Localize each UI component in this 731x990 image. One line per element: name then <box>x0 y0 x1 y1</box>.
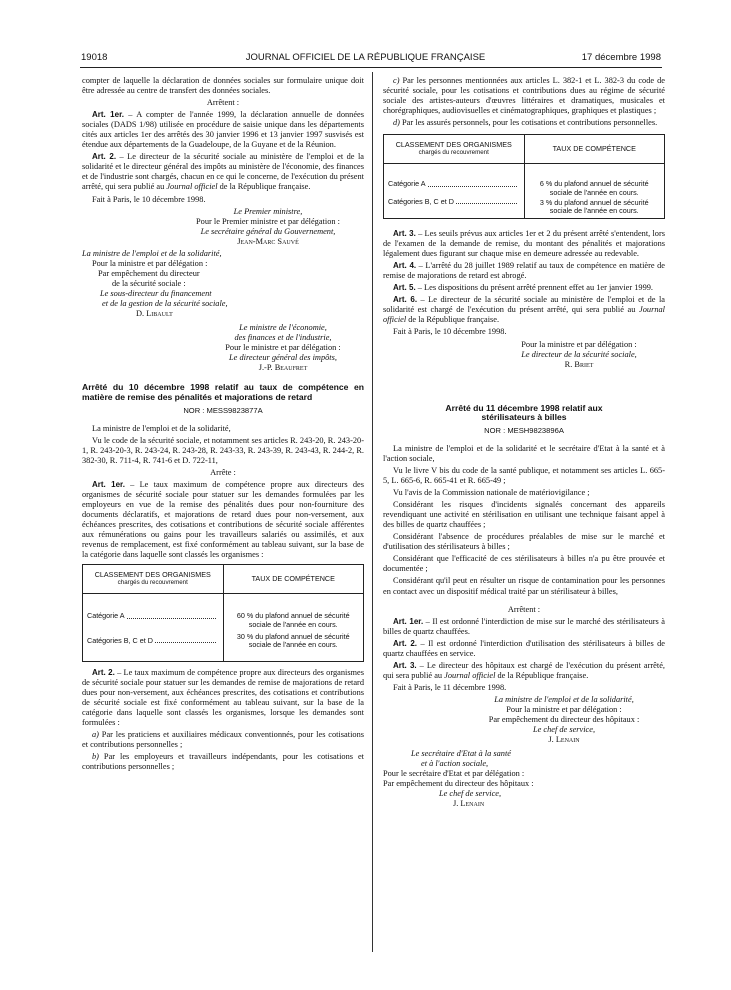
column-divider <box>372 72 373 952</box>
signature-line: et de la gestion de la sécurité sociale, <box>102 298 228 308</box>
article-4 <box>383 261 665 281</box>
competence-table <box>82 564 364 662</box>
considerant: Considérant que l'efficacité de ces stérilisateurs à billes n'a pu être prouvée et documentée ; <box>383 554 665 574</box>
list-marker: c) <box>393 76 400 85</box>
signature-line: Par empêchement du directeur des hôpitaux : <box>383 779 534 789</box>
rate-value: 6 % du plafond annuel de sécurité sociale de l'année en cours. <box>539 179 649 197</box>
article-label: Art. 4. <box>393 261 417 271</box>
signature-line: Pour la ministre et par délégation : <box>506 704 622 714</box>
article-label: Art. 2. <box>393 638 418 648</box>
table-header-row <box>384 135 665 164</box>
signature-line: et à l'action sociale, <box>421 759 489 769</box>
rate-value: 30 % du plafond annuel de sécurité sociale de l'année en cours. <box>236 631 350 650</box>
list-item <box>383 118 665 128</box>
table-row <box>384 164 665 219</box>
table-cell <box>384 164 525 219</box>
list-marker: a) <box>92 730 99 740</box>
column-header: TAUX DE COMPÉTENCE <box>524 135 665 164</box>
article-2 <box>82 668 364 728</box>
decree-title: Arrêté du 10 décembre 1998 relatif au taux de compétence en matière de remise des pénalités et majorations de retard <box>82 382 364 402</box>
table-row <box>83 594 364 662</box>
article-1 <box>82 480 364 560</box>
competence-table <box>383 134 665 219</box>
category-label: Catégorie A <box>388 179 426 189</box>
category-label: Catégorie A <box>87 611 125 621</box>
article-1 <box>383 617 665 637</box>
signature-line: Par empêchement du directeur <box>98 268 200 278</box>
article-text: – Le taux maximum de compétence propre aux directeurs des organismes de sécurité sociale pour statuer sur les demandes de remise de majorations de retard dues pour non-versement, aux échéances prescrites, des cotisations et contributions de sécurité sociale est fixé conformément au tableau suivant, sur la base de la catégorie dans laquelle sont classés les organismes, lorsque les demandes sont formulées : <box>82 667 365 728</box>
signature-block-6 <box>383 749 583 809</box>
column-header <box>83 565 224 594</box>
right-column <box>383 76 665 809</box>
signature-name: R. Briet <box>564 359 594 369</box>
article-2 <box>82 152 364 192</box>
list-text: Par les employeurs et travailleurs indépendants, pour les cotisations et contributions personnelles ; <box>82 752 364 772</box>
signature-line: Le secrétaire général du Gouvernement, <box>200 226 336 236</box>
article-1 <box>82 110 364 150</box>
signature-line: des finances et de l'industrie, <box>234 333 332 343</box>
signature-line: Pour la ministre et par délégation : <box>92 258 208 268</box>
list-item <box>82 730 364 750</box>
signature-block-3 <box>82 323 364 373</box>
list-text: Par les praticiens et auxiliaires médicaux conventionnés, pour les cotisations et contributions personnelles ; <box>82 730 364 750</box>
signature-name: J.-P. Beaufret <box>258 363 308 373</box>
article-label: Art. 6. <box>393 295 418 305</box>
signature-name: D. Libault <box>136 309 173 319</box>
article-3 <box>383 229 665 259</box>
article-text: – L'arrêté du 28 juillet 1989 relatif au taux de compétence en matière de remise de majorations de retard est abrogé. <box>383 261 665 281</box>
signature-line: Le ministre de l'économie, <box>239 323 327 333</box>
signature-line: Pour le secrétaire d'Etat et par délégation : <box>383 769 525 779</box>
article-text: – Le directeur des hôpitaux est chargé de l'exécution du présent arrêté, qui sera publié au <box>383 660 665 680</box>
journal-title: JOURNAL OFFICIEL DE LA RÉPUBLIQUE FRANÇAISE <box>245 52 486 63</box>
article-text: de la République française. <box>217 182 311 192</box>
signature-block-2 <box>82 249 262 319</box>
signature-line: Le directeur général des impôts, <box>229 353 337 363</box>
article-label: Art. 1er. <box>92 479 125 489</box>
signature-name: J. Lenain <box>548 735 580 745</box>
visa: Vu l'avis de la Commission nationale de matériovigilance ; <box>393 488 590 498</box>
signature-line: Le secrétaire d'Etat à la santé <box>411 749 511 759</box>
signature-line: Par empêchement du directeur des hôpitaux : <box>488 715 640 725</box>
signature-block-5 <box>383 695 665 745</box>
list-item <box>383 76 665 116</box>
article-label: Art. 5. <box>393 283 416 293</box>
list-item <box>82 752 364 772</box>
signature-name: J. Lenain <box>453 799 485 809</box>
signature-name: Jean-Marc Sauvé <box>237 236 299 246</box>
article-label: Art. 3. <box>393 660 417 670</box>
journal-ref: Journal officiel <box>383 305 665 325</box>
paragraph: compter de laquelle la déclaration de données sociales sur formulaire unique doit être adressée au centre de transfert des données sociales. <box>82 76 364 96</box>
visa: Vu le livre V bis du code de la santé publique, et notamment ses articles L. 665-5, L. 665-6, R. 665-41 et R. 665-49 ; <box>383 465 665 486</box>
article-3 <box>383 661 665 681</box>
arretent-heading: Arrêtent : <box>206 98 240 108</box>
signature-line: de la sécurité sociale : <box>112 278 186 288</box>
header-subtext: chargés du recouvrement <box>418 149 489 157</box>
category-label: Catégories B, C et D <box>87 635 153 645</box>
header-text: CLASSEMENT DES ORGANISMES <box>395 139 512 149</box>
signature-line: Le chef de service, <box>532 725 596 735</box>
article-text: – Les dispositions du présent arrêté prennent effet au 1er janvier 1999. <box>415 283 654 293</box>
fait-a-paris: Fait à Paris, le 11 décembre 1998. <box>393 682 507 692</box>
signature-line: La ministre de l'emploi et de la solidarité, <box>82 248 222 258</box>
signature-line: Le sous-directeur du financement <box>100 288 212 298</box>
considerant: Considérant l'absence de procédures préalables de mise sur le marché et d'utilisation des stérilisateurs à billes ; <box>383 532 665 552</box>
nor-reference: NOR : MESS9823877A <box>183 405 263 415</box>
article-text: – Il est ordonné l'interdiction d'utilisation des stérilisateurs à billes de quartz chauffées en service. <box>383 638 666 658</box>
category-label: Catégories B, C et D <box>388 196 454 206</box>
fait-a-paris: Fait à Paris, le 10 décembre 1998. <box>393 327 507 337</box>
header-rule <box>80 67 662 68</box>
article-text: – Le directeur de la sécurité sociale au ministère de l'emploi et de la solidarité et le directeur général des impôts au ministère de l'économie, des finances et de l'industrie sont chargés, chacun en ce qui le concerne, de l'exécution du présent arrêté, qui sera publié au <box>82 152 364 192</box>
rate-value: 60 % du plafond annuel de sécurité sociale de l'année en cours. <box>236 611 350 629</box>
signature-block-4 <box>383 340 665 370</box>
signature-block-1 <box>82 207 364 247</box>
signature-line: Pour la ministre et par délégation : <box>521 339 637 349</box>
article-label: Art. 2. <box>92 152 117 162</box>
list-text: Par les assurés personnels, pour les cotisations et contributions personnelles. <box>399 118 658 128</box>
article-6 <box>383 295 665 325</box>
considerant: Considérant les risques d'incidents signalés concernant des appareils revendiquant une activité en stérilisation en utilisant une technique faisant appel à des billes de quartz chauffées ; <box>383 500 665 530</box>
journal-ref: Journal officiel <box>166 182 218 192</box>
issue-date: 17 décembre 1998 <box>581 52 661 63</box>
minister: La ministre de l'emploi et de la solidarité, <box>92 423 231 433</box>
page-number: 19018 <box>81 52 108 63</box>
header-subtext: chargés du recouvrement <box>117 579 188 587</box>
article-text: – Le taux maximum de compétence propre aux directeurs des organismes de sécurité sociale pour statuer sur les demandes formulées par les employeurs en vue de la remise des pénalités dues pour non-fourniture des documents déclaratifs, et majorations de retard dues pour non-versement, aux échéances prescrites, des cotisations et contributions de sécurité sociale afférentes aux rémunérations ou gains pour les travailleurs salariés ou assimilés, et aux revenus de remplacement, est fixé conformément au tableau suivant, sur la base de la catégorie dans laquelle sont classés les organismes : <box>82 479 365 560</box>
table-cell <box>524 164 665 219</box>
column-header: TAUX DE COMPÉTENCE <box>223 565 364 594</box>
signature-line: Le directeur de la sécurité sociale, <box>521 349 637 359</box>
signature-line: Le chef de service, <box>439 789 502 799</box>
arretent-heading: Arrêtent : <box>507 604 541 614</box>
list-marker: d) <box>393 118 400 128</box>
table-cell <box>223 594 364 662</box>
signature-line: Le Premier ministre, <box>233 206 303 216</box>
nor-reference: NOR : MESH9823896A <box>484 425 564 435</box>
considerant: Considérant qu'il peut en résulter un risque de contamination pour les personnes en contact avec un dispositif médical traité par un stérilisateur à billes, <box>383 576 665 596</box>
article-2 <box>383 639 665 659</box>
header-text: CLASSEMENT DES ORGANISMES <box>94 569 211 579</box>
signature-line: La ministre de l'emploi et de la solidarité, <box>494 694 634 704</box>
article-text: – Les seuils prévus aux articles 1er et 2 du présent arrêté s'entendent, lors de l'examen de la demande de remise, du montant des pénalités et majorations légalement dues figurant sur chaque mise en demeure adressée au redevable. <box>383 229 665 259</box>
signature-line: Pour le ministre et par délégation : <box>225 343 341 353</box>
article-label: Art. 2. <box>92 667 115 677</box>
article-text: de la République française. <box>406 315 500 325</box>
article-label: Art. 3. <box>393 229 416 239</box>
left-column <box>82 76 364 774</box>
arrete-heading: Arrête : <box>210 467 236 477</box>
table-header-row <box>83 565 364 594</box>
article-label: Art. 1er. <box>393 616 424 626</box>
article-text: – Le directeur de la sécurité sociale au ministère de l'emploi et de la solidarité est chargé de l'exécution du présent arrêté, qui sera publié au <box>383 295 665 315</box>
fait-a-paris: Fait à Paris, le 10 décembre 1998. <box>92 194 206 204</box>
visa: Vu le code de la sécurité sociale, et notamment ses articles R. 243-20, R. 243-20-1, R. 243-20-3, R. 243-24, R. 243-28, R. 243-33, R. 243-39, R. 243-43, R. 244-2, R. 382-30, R. 711-4, R. 741-6 et D. 722-11, <box>82 435 364 465</box>
rate-value: 3 % du plafond annuel de sécurité sociale de l'année en cours. <box>539 198 649 216</box>
article-label: Art. 1er. <box>92 110 124 120</box>
column-header <box>384 135 525 164</box>
list-marker: b) <box>92 752 99 762</box>
article-text: – A compter de l'année 1999, la déclaration annuelle de données sociales (DADS 1/98) utilisée en procédure de saisie unique dans les départements cités aux articles 1er des arrêtés des 30 janvier 1996 et 13 janvier 1997 susvisés est étendue aux départements de la Guadeloupe, de la Guyane et de la Réunion. <box>82 110 365 150</box>
journal-ref: Journal officiel <box>444 670 496 680</box>
article-text: – Il est ordonné l'interdiction de mise sur le marché des stérilisateurs à billes de quartz chauffées. <box>383 616 665 636</box>
table-cell <box>83 594 224 662</box>
page-header <box>0 52 731 66</box>
signature-line: Pour le Premier ministre et par délégation : <box>196 216 340 226</box>
list-text: Par les personnes mentionnées aux articles L. 382-1 et L. 382-3 du code de sécurité sociale, pour les cotisations et contributions dues au régime de sécurité sociale des artistes-auteurs d'œuvres littéraires et dramatiques, musicales et chorégraphiques, audiovisuelles et cinématographiques, graphiques et plastiques ; <box>383 76 665 116</box>
decree-title: Arrêté du 11 décembre 1998 relatif aux stérilisateurs à billes <box>445 402 603 423</box>
article-5 <box>383 283 665 293</box>
article-text: de la République française. <box>495 670 589 680</box>
ministers: La ministre de l'emploi et de la solidarité et le secrétaire d'Etat à la santé et à l'action sociale, <box>383 443 665 463</box>
